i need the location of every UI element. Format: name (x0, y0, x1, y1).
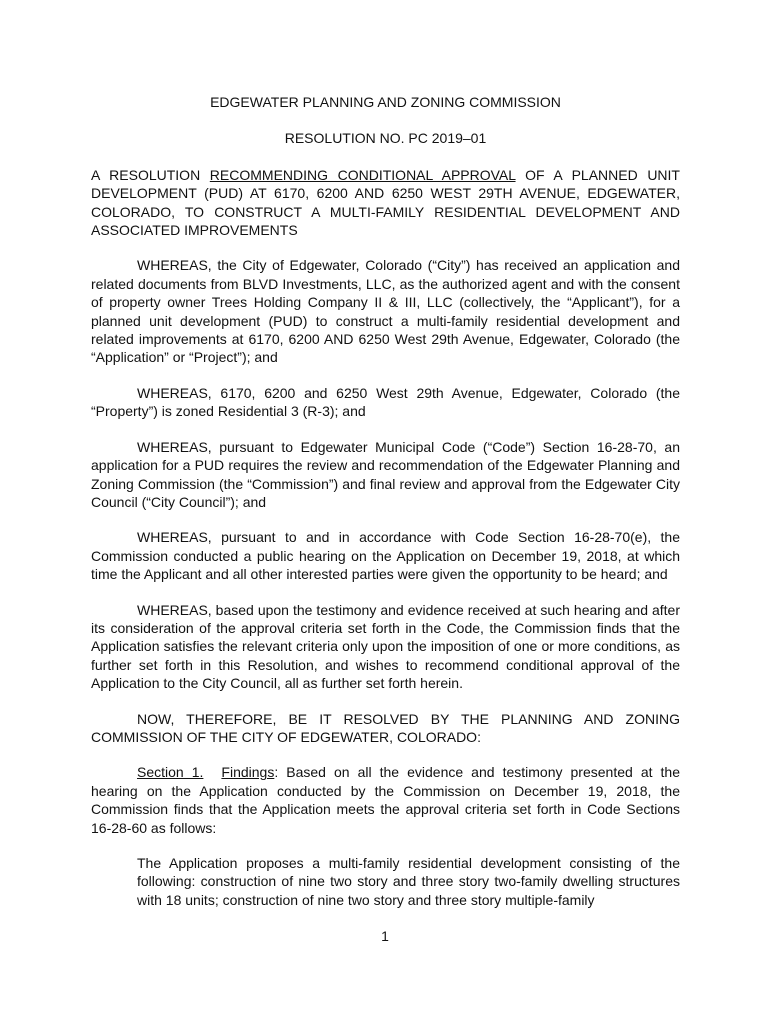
section-1-title: Findings (221, 764, 275, 781)
whereas-paragraph-1: WHEREAS, the City of Edgewater, Colorado (“City”) has received an application and related documents from BLVD Investments, LLC, as the authorized agent and with the consent of property owner Trees Holding Company II & III, LLC (collectively, the “Applicant”), for a planned unit development (PUD) to construct a multi-family residential development and related improvements at 6170, 6200 AND 6250 West 29th Avenue, Edgewater, Colorado (the “Application” or “Project”); and (91, 257, 680, 366)
heading-suffix: OF A PLANNED UNIT DEVELOPMENT (PUD) AT 6170, 6200 AND 6250 WEST 29TH AVENUE, EDGEWATER, COLORADO, TO CONSTRUCT A MULTI-FAMILY RESIDENTIAL DEVELOPMENT AND ASSOCIATED IMPROVEMENTS (91, 166, 680, 239)
section-1-paragraph (91, 763, 680, 837)
whereas-paragraph-2: WHEREAS, 6170, 6200 and 6250 West 29th Avenue, Edgewater, Colorado (the “Property”) is zoned Residential 3 (R-3); and (91, 384, 680, 420)
commission-title: EDGEWATER PLANNING AND ZONING COMMISSION (210, 94, 561, 110)
whereas-paragraph-4: WHEREAS, pursuant to and in accordance with Code Section 16-28-70(e), the Commission conducted a public hearing on the Application on December 19, 2018, at which time the Applicant and all other interested parties were given the opportunity to be heard; and (91, 529, 680, 583)
resolution-heading (91, 166, 680, 240)
whereas-paragraph-5: WHEREAS, based upon the testimony and evidence received at such hearing and after its consideration of the approval criteria set forth in the Code, the Commission finds that the Application satisfies the relevant criteria only upon the imposition of one or more conditions, as further set forth in this Resolution, and wishes to recommend conditional approval of the Application to the City Council, all as further set forth herein. (91, 601, 680, 692)
whereas-paragraph-3: WHEREAS, pursuant to Edgewater Municipal Code (“Code”) Section 16-28-70, an application for a PUD requires the review and recommendation of the Edgewater Planning and Zoning Commission (the “Commission”) and final review and approval from the Edgewater City Council (“City Council”); and (91, 438, 680, 510)
page-number: 1 (381, 928, 389, 944)
heading-underlined: RECOMMENDING CONDITIONAL APPROVAL (209, 166, 516, 183)
section-1-label: Section 1. (137, 764, 204, 781)
heading-prefix: A RESOLUTION (91, 166, 210, 183)
resolved-clause: NOW, THEREFORE, BE IT RESOLVED BY THE PLANNING AND ZONING COMMISSION OF THE CITY OF EDGEWATER, COLORADO: (91, 710, 680, 745)
section-1-text: : Based on all the evidence and testimony presented at the hearing on the Application conducted by the Commission on December 19, 2018, the Commission finds that the Application meets the approval criteria set forth in Code Sections 16-28-60 as follows: (91, 764, 680, 836)
finding-paragraph-1: The Application proposes a multi-family residential development consisting of the following: construction of nine two story and three story two-family dwelling structures with 18 units; construction of nine two story and three story multiple-family (137, 855, 680, 908)
resolution-number: RESOLUTION NO. PC 2019–01 (284, 130, 487, 147)
document-body (91, 93, 680, 909)
